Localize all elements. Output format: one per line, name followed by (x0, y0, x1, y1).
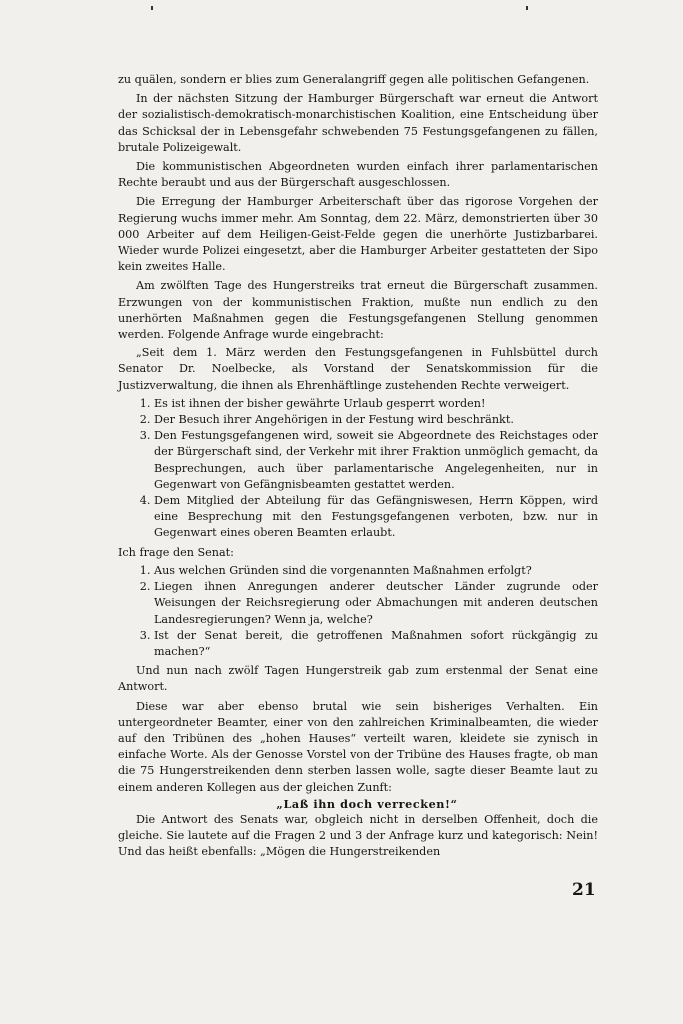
list-item: 3. Den Festungsgefangenen wird, soweit sie Abgeordnete des Reichstages oder der Bürgerschaft sind, der Verkehr mit ihrer Fraktion unmöglich gemacht, da Besprechungen, auch über parlamentarische Angelegenheiten, nur in Gegenwart von Gefängnisbeamten gestattet werden. (154, 428, 598, 493)
paragraph: Diese war aber ebenso brutal wie sein bisheriges Verhalten. Ein untergeordneter Beamter, einer von den zahlreichen Kriminalbeamten, die wieder auf den Tribünen des „hohen Hauses“ verteilt waren, kleidete sie zynisch in einfache Worte. Als der Genosse Vorstel von der Tribüne des Hauses fragte, ob man die 75 Hungerstreikenden denn sterben lassen wolle, sagte dieser Beamte laut zu einem anderen Kollegen aus der gleichen Zunft: (118, 699, 598, 794)
list-item: 2. Liegen ihnen Anregungen anderer deutscher Länder zugrunde oder Weisungen der Reichsregierung oder Abmachungen mit anderen deutschen Landesregierungen? Wenn ja, welche? (154, 579, 598, 628)
page-text (118, 72, 598, 861)
scan-speck (151, 6, 153, 10)
question-list (118, 563, 598, 660)
centered-quote: „Laß ihn doch verrecken!“ (276, 796, 458, 811)
paragraph: Die Antwort des Senats war, obgleich nicht in derselben Offenheit, doch die gleiche. Sie lautete auf die Fragen 2 und 3 der Anfrage kurz und kategorisch: Nein! Und das heißt ebenfalls: „Mögen die Hungerstreikenden (118, 812, 598, 859)
list-item: 4. Dem Mitglied der Abteilung für das Gefängniswesen, Herrn Köppen, wird eine Besprechung mit den Festungsgefangenen verboten, bzw. nur in Gegenwart eines oberen Beamten erlaubt. (154, 493, 598, 542)
paragraph: Die Erregung der Hamburger Arbeiterschaft über das rigorose Vorgehen der Regierung wuchs immer mehr. Am Sonntag, dem 22. März, demonstrierten über 30 000 Arbeiter auf dem Heiligen-Geist-Felde gegen die unerhörte Justizbarbarei. Wieder wurde Polizei eingesetzt, aber die Hamburger Arbeiter gestatteten der Sipo kein zweites Halle. (118, 195, 598, 274)
list-item: 1. Aus welchen Gründen sind die vorgenannten Maßnahmen erfolgt? (154, 563, 598, 579)
inquiry-text: „Seit dem 1. März werden den Festungsgefangenen in Fuhlsbüttel durch Senator Dr. Noelbecke, als Vorstand der Senatskommission für die Justizverwaltung, die ihnen als Ehrenhäftlinge zustehenden Rechte verweigert. (118, 346, 598, 392)
paragraph: Am zwölften Tage des Hungerstreiks trat erneut die Bürgerschaft zusammen. Erzwungen von der kommunistischen Fraktion, mußte nun endlich zu den unerhörten Maßnahmen gegen die Festungsgefangenen Stellung genommen werden. Folgende Anfrage wurde eingebracht: (118, 279, 598, 342)
list-item: 2. Der Besuch ihrer Angehörigen in der Festung wird beschränkt. (154, 412, 598, 428)
paragraph: In der nächsten Sitzung der Hamburger Bürgerschaft war erneut die Antwort der sozialistisch-demokratisch-monarchistischen Koalition, eine Entscheidung über das Schicksal der in Lebensgefahr schwebenden 75 Festungsgefangenen zu fällen, brutale Polizeigewalt. (118, 92, 598, 154)
list-item: 1. Es ist ihnen der bisher gewährte Urlaub gesperrt worden! (154, 396, 598, 412)
inquiry-list (118, 396, 598, 542)
paragraph: Die kommunistischen Abgeordneten wurden einfach ihrer parlamentarischen Rechte beraubt und aus der Bürgerschaft ausgeschlossen. (118, 160, 598, 190)
list-item: 3. Ist der Senat bereit, die getroffenen Maßnahmen sofort rückgängig zu machen?“ (154, 628, 598, 660)
page-number: 21 (572, 880, 596, 900)
question-intro: Ich frage den Senat: (118, 545, 234, 559)
paragraph: zu quälen, sondern er blies zum Generalangriff gegen alle politischen Gefangenen. (118, 73, 590, 86)
scan-speck (526, 6, 528, 10)
paragraph: Und nun nach zwölf Tagen Hungerstreik gab zum erstenmal der Senat eine Antwort. (118, 664, 598, 694)
